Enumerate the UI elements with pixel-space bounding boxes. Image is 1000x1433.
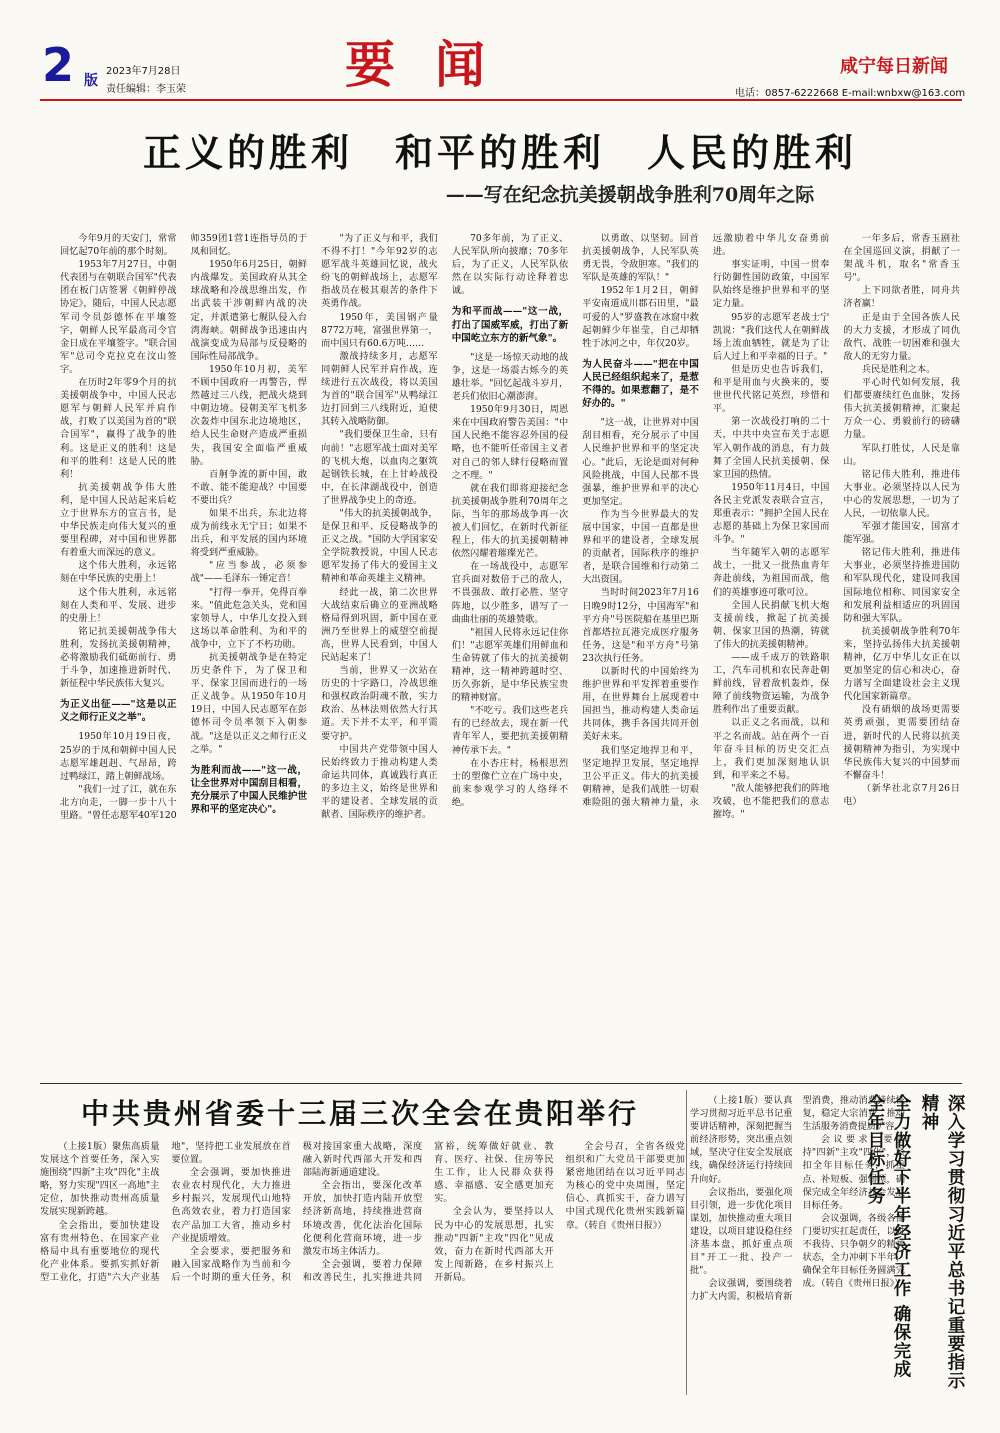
news-paragraph: （上接1版）聚焦高质量发展这个首要任务，深入实施围绕"四新"主攻"四化"主战略，努力实现"四区一高地"主定位，加快推动贵州高质量发展实现新跨越。 [40, 1141, 160, 1218]
article-paragraph: 以正义之名而战，以和平之名而战。站在两个一百年奋斗目标的历史交汇点上，我们更加深刻地认识到，和平来之不易。 [712, 717, 830, 781]
article-paragraph: 1950年10月初，美军不顾中国政府一再警告，悍然越过三八线，把战火烧到中朝边境。侵朝美军飞机多次轰炸中国东北边境地区，给人民生命财产造成严重损失，我国安全面临严重威胁。 [190, 363, 308, 467]
article-paragraph: 以勇敢、以坚韧。回首抗美援朝战争，人民军队英勇无畏，令敌胆寒。"我们的军队是英雄的军队！" [582, 233, 699, 284]
article-paragraph: 如果不出兵，东北边将成为前线永无宁日；如果不出兵，和平发展的国内环境将受到严重威胁。 [190, 507, 308, 559]
article-paragraph: 百舸争流的新中国，敢不敢、能不能迎战？中国要不要出兵？ [190, 468, 308, 506]
article-paragraph: 当前，世界又一次站在历史的十字路口，冷战思维和强权政治阴魂不散，实力政治、丛林法则依然大行其道。天下并不太平，和平需要守护。 [321, 665, 438, 742]
page-suffix: 版 [84, 73, 98, 89]
masthead-rule [40, 99, 962, 101]
article-paragraph: "这是一场惊天动地的战争，这是一场震古烁今的英雄壮举。"回忆起战斗岁月，老兵们依旧心潮澎湃。 [451, 351, 569, 403]
article-paragraph: 经此一战，第二次世界大战结束后确立的亚洲战略格局得到巩固，新中国在亚洲乃至世界上的威望空前提高，世界人民看到，中国人民站起来了！ [321, 586, 438, 663]
paper-name: 咸宁每日新闻 [840, 56, 948, 77]
editor-credit: 责任编辑：李玉荣 [106, 84, 186, 95]
contact-info: 电话：0857-6222668 E-mail:wnbxw@163.com [735, 88, 966, 99]
page-number: 2 [42, 38, 75, 92]
news-paragraph: 全会认为，要坚持以人民为中心的发展思想，扎实推动"四新"主攻"四化"见成效，奋力在新时代西部大开发上闯新路，在乡村振兴上开新局。 [434, 1206, 554, 1283]
side-paragraph: （上接1版）要认真学习贯彻习近平总书记重要讲话精神，深刻把握当前经济形势，突出重点领域，坚决守住安全发展底线，确保经济运行持续回升向好。 [690, 1095, 793, 1185]
article-paragraph: 军强才能国安，国富才能军强。 [843, 521, 960, 546]
side-headline [865, 1094, 968, 1394]
article-paragraph: 这个伟大胜利，永远铭刻在人类和平、发展、进步的史册上！ [60, 586, 177, 624]
article-paragraph: 1950年11月4日，中国各民主党派发表联合宣言，郑重表示："拥护全国人民在志愿的基础上为保卫家国而斗争。" [712, 481, 830, 546]
news-paragraph: 全会指出，要加快建设富有贵州特色、在国家产业格局中具有重要地位的现代化产业体系。要抓实抓好新型工业化，打造"六大产业基地"，坚持把工业发展放在首要位置。 [40, 1141, 291, 1283]
article-paragraph: 抗美援朝战争是在特定历史条件下，为了保卫和平、保家卫国而进行的一场正义战争。从1950年10月19日，中国人民志愿军在彭德怀司令员率领下入朝参战。"这是以正义之师行正义之举。" [190, 652, 308, 755]
article-paragraph: "敌人能够把我们的阵地攻破，也不能把我们的意志摧垮。" [712, 782, 830, 821]
article-paragraph: 铭记伟大胜利，推进伟大事业。必须坚持以人民为中心的发展思想，一切为了人民，一切依靠人民。 [843, 468, 960, 519]
side-paragraph: 会议强调，要围绕着力扩大内需，积极培育新型消费，推动消费持续恢复，稳定大宗消费，推动生活服务消费提质扩容。 [690, 1095, 905, 1303]
article-paragraph: 抗美援朝战争伟大胜利，是中国人民站起来后屹立于世界东方的宣言书，是中华民族走向伟大复兴的重要里程碑，对中国和世界都有着重大而深远的意义。 [60, 481, 177, 559]
article-paragraph: 70多年前，为了正义、人民军队所向披靡；70多年后，为了正义，人民军队依然在以实际行动诠释着忠诚。 [451, 233, 569, 297]
news-paragraph: 全会号召，全省各级党组织和广大党员干部要更加紧密地团结在以习近平同志为核心的党中央周围，坚定信心、真抓实干，奋力谱写中国式现代化贵州实践新篇章。（转自《贵州日报》） [565, 1141, 685, 1231]
article-paragraph: 这个伟大胜利，永远铭刻在中华民族的史册上！ [60, 560, 177, 585]
side-paragraph: 会议要求，要坚持"四新"主攻"四化"，紧扣全年目标任务，抓重点、补短板、强弱项，确保完成全年经济社会发展目标任务。 [802, 1134, 905, 1211]
article-paragraph: 上下同欲者胜，同舟共济者赢！ [843, 285, 960, 310]
article-paragraph: 平心时代如何发展，我们都要赓续红色血脉，发扬伟大抗美援朝精神，汇聚起万众一心、勇毅前行的磅礴力量。 [843, 377, 960, 441]
article-paragraph: "我们要保卫生命，只有向前！"志愿军战士面对美军的飞机大炮，以血肉之躯筑起钢铁长城，在上甘岭战役中，在长津湖战役中，创造了世界战争史上的奇迹。 [321, 429, 438, 506]
article-paragraph: 全国人民捐献飞机大炮支援前线，掀起了抗美援朝、保家卫国的热潮，铸就了伟大的抗美援朝精神。 [712, 599, 830, 650]
article-paragraph: 作为当今世界最大的发展中国家，中国一直都是世界和平的建设者，全球发展的贡献者，国际秩序的维护者，是联合国维和行动第二大出资国。 [582, 508, 699, 586]
article-paragraph: 我们坚定地捍卫和平，坚定地捍卫发展，坚定地捍卫公平正义。伟大的抗美援朝精神，是我们战胜一切艰难险阻的强大精神力量，永远激励着中华儿女奋勇前进。 [582, 233, 830, 808]
article-paragraph: 军队打胜仗，人民是靠山。 [843, 442, 960, 467]
article-paragraph: 第一次战役打响的二十天，中共中央宣布关于志愿军入朝作战的消息，有力鼓舞了全国人民抗美援朝、保家卫国的热情。 [712, 416, 830, 480]
section-title: 要闻 [345, 35, 525, 94]
side-headline-line-2: 全力做好下半年经济工作 确保完成全年目标任务 [865, 1094, 911, 1379]
main-subhead: ——写在纪念抗美援朝战争胜利70周年之际 [445, 184, 815, 206]
masthead [0, 0, 1000, 100]
article-paragraph: 95岁的志愿军老战士宁凯说："我们这代人在朝鲜战场上流血牺牲，就是为了让后人过上和平幸福的日子。" [712, 311, 830, 362]
article-subheading: 为胜利而战——"这一战，让全世界对中国刮目相看，充分展示了中国人民维护世界和平的坚定决心"。 [190, 764, 308, 816]
article-paragraph: 在历时2年零9个月的抗美援朝战争中，中国人民志愿军与朝鲜人民军并肩作战，打败了以美国为首的"联合国军"，赢得了战争的胜利。这是正义的胜利！这是和平的胜利！这是人民的胜利！ [60, 377, 177, 480]
side-headline-line-1: 深入学习贯彻习近平总书记重要指示精神 [919, 1094, 965, 1390]
article-paragraph: 当时时间2023年7月16日晚9时12分，中国海军"和平方舟"号医院船在基里巴斯首都塔拉瓦港完成医疗服务任务，这是"和平方舟"号第23次执行任务。 [582, 587, 699, 664]
side-paragraph: 会议指出，要强化项目引领，进一步优化项目谋划，加快推动重大项目建设，以项目建设稳住经济基本盘，抓好重点项目"开工一批、投产一批"。 [690, 1186, 793, 1277]
article-subheading: 为和平而战——"这一战，打出了国威军威，打出了新中国屹立东方的新气象"。 [451, 306, 569, 344]
article-paragraph: "伟大的抗美援朝战争，是保卫和平、反侵略战争的正义之战。"国防大学国家安全学院教授说，中国人民志愿军发扬了伟大的爱国主义精神和革命英雄主义精神。 [321, 507, 438, 585]
article-paragraph: "为了正义与和平，我们不得不打！"今年92岁的志愿军战斗英雄回忆说，战火纷飞的朝鲜战场上，志愿军指战员在极其艰苦的条件下英勇作战。 [321, 233, 438, 310]
article-paragraph: "应当参战，必须参战"——毛泽东一锤定音！ [190, 560, 308, 585]
article-paragraph: 兵民是胜利之本。 [861, 363, 936, 375]
article-paragraph: 以新时代的中国始终为维护世界和平发挥着重要作用，在世界舞台上展现着中国担当，推动构建人类命运共同体，携手各国共同开创美好未来。 [582, 666, 699, 743]
article-paragraph: 1953年7月27日，中朝代表团与在朝联合国军"代表团在板门店签署《朝鲜停战协定》，随后，中国人民志愿军司令员彭德怀在平壤签字，朝鲜人民军最高司令官金日成在平壤签字。"联合国军"总司令克拉克在汶山签字。 [60, 259, 177, 375]
article-paragraph: 但是历史也告诉我们，和平是用血与火换来的，要世世代代铭记英烈，珍惜和平。 [712, 363, 830, 415]
article-paragraph: 1950年6月25日，朝鲜内战爆发。美国政府从其全球战略和冷战思维出发，作出武装干涉朝鲜内战的决定，并派遣第七舰队侵入台湾海峡。朝鲜战争迅速由内战演变成为局部与反侵略的国际性局部战争。 [190, 259, 308, 362]
news-paragraph: 全会指出，要深化改革开放，加快打造内陆开放型经济新高地，持续推进营商环境改善，优化法治化国际化便利化营商环境，进一步激发市场主体活力。 [302, 1180, 423, 1257]
article-paragraph: "祖国人民将永远记住你们！"志愿军英雄们用鲜血和生命铸就了伟大的抗美援朝精神，这一精神跨越时空、历久弥新，是中华民族宝贵的精神财富。 [451, 626, 569, 704]
article-paragraph: 1950年，美国钢产量8772万吨，富强世界第一，而中国只有60.6万吨…… [321, 311, 438, 349]
news-paragraph: 全会要求，要把服务和融入国家战略作为当前和今后一个时期的重大任务，积极对接国家重大战略，深度融入新时代西部大开发和西部陆海新通道建设。 [171, 1141, 423, 1283]
article-paragraph: "不吃亏。我们这些老兵有的已经故去，现在新一代青年军人，要把抗美援朝精神传承下去。" [451, 705, 569, 756]
section-divider [40, 1083, 962, 1084]
article-paragraph: "打得一拳开，免得百拳来。"值此危急关头，党和国家领导人，中华儿女投入到这场以革命胜利、为和平的战争中，立下了不朽功勋。 [190, 586, 308, 650]
news-article [40, 1140, 685, 1395]
article-paragraph: 在小杏庄村，杨根思烈士的塑像伫立在广场中央，前来参观学习的人络绎不绝。 [451, 757, 569, 808]
article-paragraph: 正是由于全国各族人民的大力支援，才形成了同仇敌忾、战胜一切困难和强大敌人的无穷力量。 [843, 311, 960, 362]
article-subheading: 为人民奋斗——"把在中国人民已经组织起来了，是惹不得的。如果惹翻了，是不好办的。" [582, 358, 699, 410]
article-paragraph: "这一战，让世界对中国刮目相看，充分展示了中国人民维护世界和平的坚定决心。"此后，无论是面对何种风险挑战，中国人民都不畏强暴，维护世界和平的决心更加坚定。 [582, 417, 699, 507]
issue-date: 2023年7月28日 [106, 66, 181, 77]
article-paragraph: 没有硝烟的战场更需要英勇顽强，更需要团结奋进，新时代的人民将以抗美援朝精神为指引，为实现中华民族伟大复兴的中国梦而不懈奋斗！ [843, 704, 960, 781]
article-paragraph: 一年多后，常香玉剧社在全国巡回义演，捐献了一架战斗机，取名"常香玉号"。 [843, 233, 960, 284]
article-paragraph: 铭记伟大胜利，推进伟大事业，必须坚持推进国防和军队现代化，建设同我国国际地位相称、同国家安全和发展利益相适应的巩固国防和强大军队。 [843, 547, 960, 624]
side-paragraph: 会议强调，各级各部门要切实扛起责任，以时不我待、只争朝夕的精神状态，全力冲刺下半年，确保全年目标任务圆满完成。（转自《贵州日报》） [802, 1212, 905, 1290]
article-paragraph: 中国共产党带领中国人民始终致力于推动构建人类命运共同体，真诚践行真正的多边主义，始终是世界和平的建设者、全球发展的贡献者、国际秩序的维护者。 [321, 743, 438, 821]
news-headline: 中共贵州省委十三届三次全会在贵阳举行 [80, 1097, 639, 1130]
article-paragraph: 就在我们即将迎接纪念抗美援朝战争胜利70周年之际，当年的那场战争再一次被人们回忆，在新时代新征程上，伟大的抗美援朝精神依然闪耀着璀璨光芒。 [451, 482, 569, 560]
article-paragraph: 当年随军入朝的志愿军战士，一批又一批热血青年奔赴前线，为祖国而战，他们的英雄事迹可歌可泣。 [712, 547, 830, 598]
article-paragraph: 1950年10月19日夜，25岁的于凤和朝鲜中国人民志愿军雄赳赳、气昂昂，跨过鸭绿江，踏上朝鲜战场。 [60, 731, 177, 782]
article-paragraph: 铭记抗美援朝战争伟大胜利，发扬抗美援朝精神，必将激励我们砥砺前行、勇于斗争，加速推进新时代、新征程中华民族伟大复兴。 [60, 625, 177, 690]
article-subheading: 为正义出征——"这是以正义之师行正义之举"。 [60, 699, 177, 724]
news-paragraph: 全会强调，要着力保障和改善民生，扎实推进共同富裕，统筹做好就业、教育、医疗、社保、住房等民生工作，让人民群众获得感、幸福感、安全感更加充实。 [302, 1141, 554, 1283]
column-rule [686, 1090, 687, 1395]
article-paragraph: 激战持续多月，志愿军同朝鲜人民军并肩作战，连续进行五次战役，将以美国为首的"联合国军"从鸭绿江边打回到三八线附近，迫使其转入战略防御。 [321, 350, 438, 428]
article-paragraph: "我们一过了江，就在东北方向走，一脚一步十八十里路。"曾任志愿军40军120师359团1营1连指导员的于凤和回忆。 [60, 233, 308, 822]
article-paragraph: 今年9月的天安门，常常回忆起70年前的那个时刻。 [60, 233, 177, 258]
article-paragraph: 在一场战役中，志愿军官兵面对数倍于己的敌人，不畏强敌、敢打必胜、坚守阵地，以少胜多，谱写了一曲曲壮丽的英雄赞歌。 [451, 561, 569, 625]
article-paragraph: 1950年9月30日，周恩来在中国政府警告美国："中国人民绝不能容忍外国的侵略，也不能听任帝国主义者对自己的邻人肆行侵略而置之不理。" [451, 404, 569, 481]
news-paragraph: 全会强调，要加快推进农业农村现代化，大力推进乡村振兴，发展现代山地特色高效农业，着力打造国家农产品加工大省，推动乡村产业提质增效。 [171, 1167, 291, 1244]
main-article [60, 232, 960, 1077]
article-paragraph: 抗美援朝战争胜利70年来，坚持弘扬伟大抗美援朝精神，亿万中华儿女正在以更加坚定的信心和决心，奋力谱写全面建设社会主义现代化国家新篇章。 [843, 625, 960, 703]
article-paragraph: 事实证明，中国一贯奉行防御性国防政策，中国军队始终是维护世界和平的坚定力量。 [712, 259, 830, 310]
article-paragraph: 1952年1月2日，朝鲜平安南道成川郡石田里，"最可爱的人"罗盛教在冰窟中救起朝鲜少年崔莹，自己却牺牲于冰河之中，年仅20岁。 [582, 285, 699, 349]
main-headline: 正义的胜利 和平的胜利 人民的胜利 [142, 131, 857, 175]
article-paragraph: （新华社北京7月26日电） [843, 782, 960, 808]
article-paragraph: ——成千成万的铁路职工，汽车司机和农民奔赴朝鲜前线，冒着敌机轰炸，保障了前线物资运输，为战争胜利作出了重要贡献。 [712, 652, 830, 716]
